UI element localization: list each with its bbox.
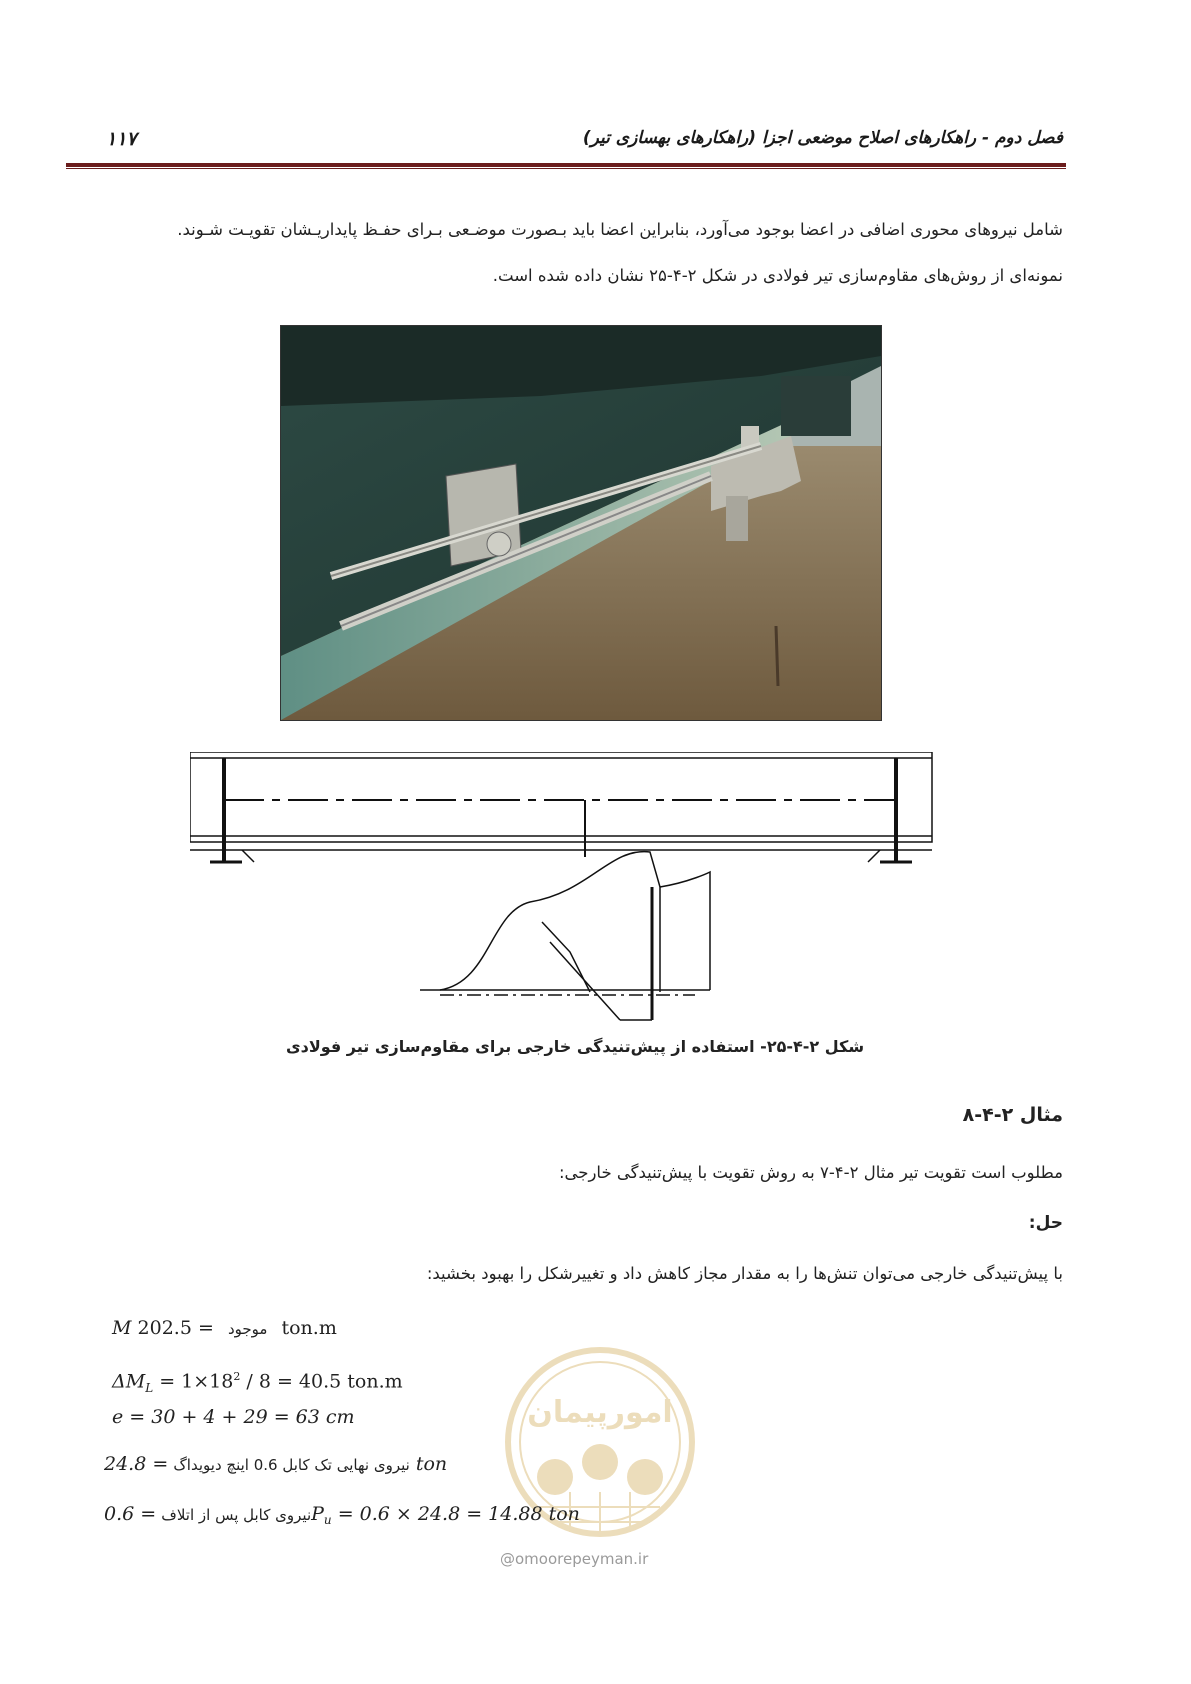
- watermark-url: @omoorepeyman.ir: [500, 1550, 649, 1568]
- equation-cable-ultimate: [104, 1453, 447, 1475]
- solution-text: با پیش‌تنیدگی خارجی می‌توان تنش‌ها را به مقدار مجاز کاهش داد و تغییرشکل را بهبود بخشید:: [426, 1264, 1063, 1283]
- eq1-value: = 202.5 ton.m: [137, 1317, 337, 1339]
- header-rule: [66, 163, 1066, 167]
- paragraph-line-2: نمونه‌ای از روش‌های مقاوم‌سازی تیر فولادی در شکل ۲-۴-۲۵ نشان داده شده است.: [492, 266, 1063, 285]
- eq5-subscript: u: [323, 1513, 332, 1528]
- page-number: ۱۱۷: [106, 128, 137, 150]
- header-rule-thin: [66, 168, 1066, 169]
- eq2-superscript: 2: [233, 1370, 241, 1383]
- paragraph-line-1: شامل نیروهای محوری اضافی در اعضا بوجود می‌آورد، بنابراین اعضا باید بـصورت موضـعی بـرای حفـظ پایداریـشان تقویـت شـوند.: [177, 220, 1063, 239]
- eq2-end: / 8 = 40.5 ton.m: [240, 1370, 403, 1393]
- equation-cable-after-loss: [104, 1503, 580, 1527]
- eq1-word: موجود: [227, 1320, 268, 1338]
- solution-label: حل:: [1028, 1213, 1063, 1233]
- eq4-value: = 24.8 ton: [104, 1453, 448, 1475]
- eq2-subscript: L: [145, 1381, 154, 1396]
- eq2-rest: = 1×18: [153, 1370, 234, 1393]
- beam-drawing: [190, 752, 940, 1056]
- eq5-label: نیروی کابل پس از اتلاف: [161, 1506, 312, 1524]
- eq5-rest: = 0.6 × 24.8 = 14.88 ton: [331, 1503, 580, 1525]
- example-heading: مثال ۲-۴-۸: [962, 1104, 1063, 1126]
- eq1-symbol: M: [112, 1317, 132, 1339]
- example-statement: مطلوب است تقویت تیر مثال ۲-۴-۷ به روش تقویت با پیش‌تنیدگی خارجی:: [558, 1163, 1063, 1182]
- svg-text:امورپیمان: امورپیمان: [527, 1395, 673, 1430]
- eq2-symbol: ΔM: [112, 1370, 146, 1393]
- figure-caption: شکل ۲-۴-۲۵- استفاده از پیش‌تنیدگی خارجی برای مقاوم‌سازی تیر فولادی: [285, 1037, 865, 1056]
- chapter-title: فصل دوم - راهکارهای اصلاح موضعی اجزا (راهکارهای بهسازی تیر): [582, 128, 1063, 148]
- eq4-label: نیروی نهایی تک کابل 0.6 اینچ دیویداگ: [173, 1456, 410, 1474]
- equation-eccentricity: e = 30 + 4 + 29 = 63 cm: [112, 1406, 355, 1428]
- beam-photo: [280, 325, 882, 721]
- eq5-value: = 0.6P: [104, 1503, 324, 1525]
- equation-moment-existing: [112, 1317, 337, 1339]
- equation-delta-moment: [112, 1370, 403, 1395]
